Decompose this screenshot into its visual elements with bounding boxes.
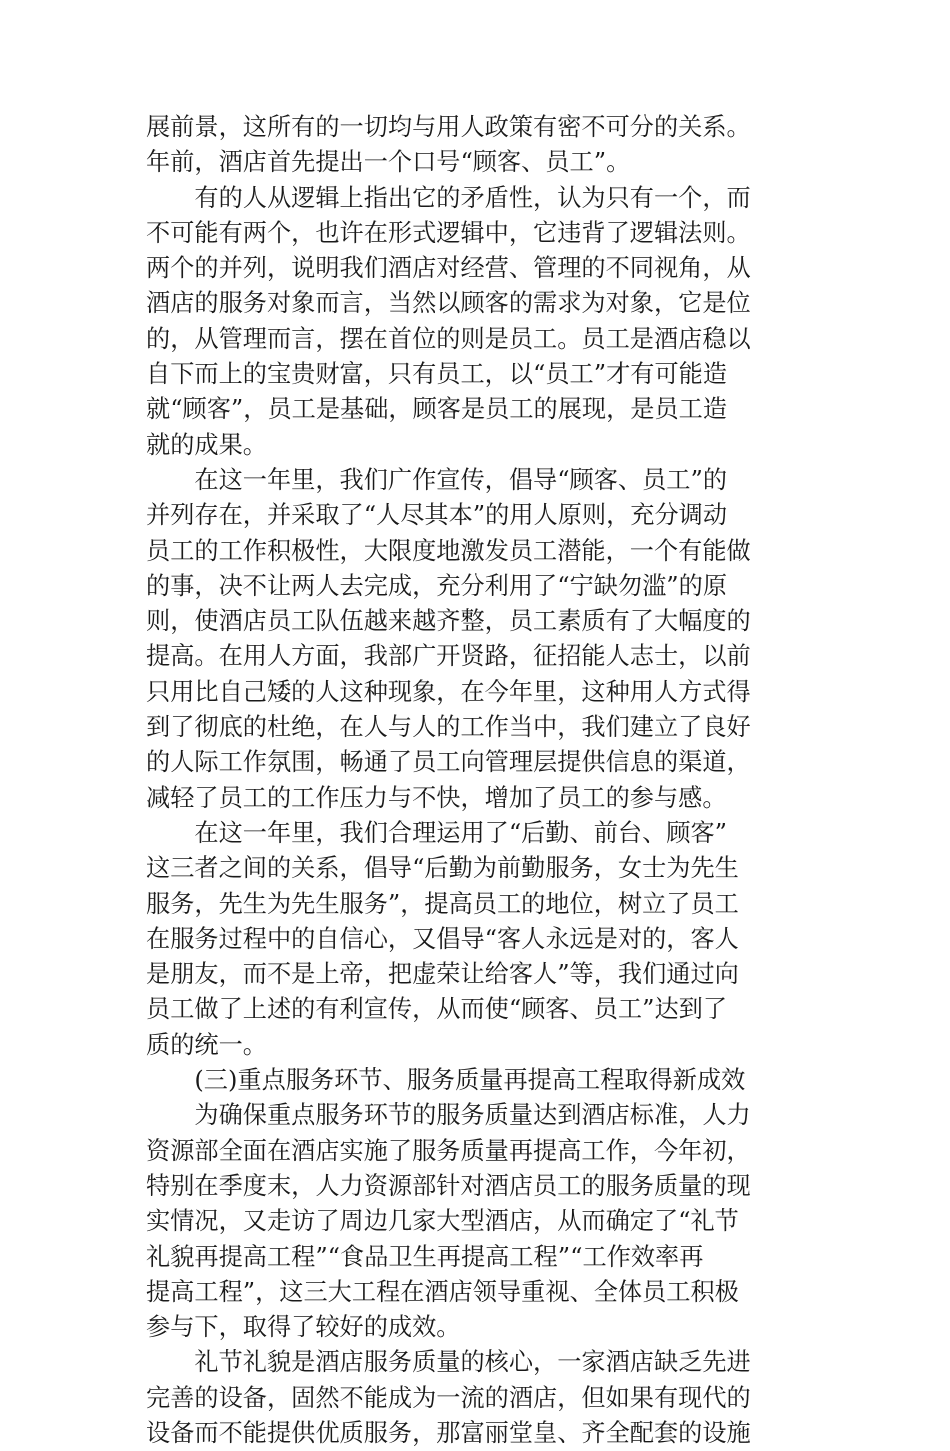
text-line: 不可能有两个，也许在形式逻辑中，它违背了逻辑法则。 [146, 218, 751, 247]
text-line: 提高工程”，这三大工程在酒店领导重视、全体员工积极 [146, 1277, 739, 1306]
text-line: 的人际工作氛围，畅通了员工向管理层提供信息的渠道， [146, 748, 751, 777]
text-line: 的，从管理而言，摆在首位的则是员工。员工是酒店稳以 [146, 324, 751, 353]
text-line: 礼貌再提高工程”“食品卫生再提高工程”“工作效率再 [146, 1242, 704, 1271]
text-line: 减轻了员工的工作压力与不快，增加了员工的参与感。 [146, 783, 727, 812]
text-line: 参与下，取得了较好的成效。 [146, 1313, 461, 1342]
text-line: 在这一年里，我们广作宣传，倡导“顾客、员工”的 [146, 465, 728, 494]
text-line: 质的统一。 [146, 1030, 267, 1059]
text-line: 则，使酒店员工队伍越来越齐整，员工素质有了大幅度的 [146, 607, 751, 636]
text-line: 完善的设备，固然不能成为一流的酒店，但如果有现代的 [146, 1383, 751, 1412]
text-line: 是朋友，而不是上帝，把虚荣让给客人”等，我们通过向 [146, 960, 739, 989]
text-line: 展前景，这所有的一切均与用人政策有密不可分的关系。 [146, 113, 751, 141]
text-line: 服务，先生为先生服务”，提高员工的地位，树立了员工 [146, 889, 739, 918]
text-line: 两个的并列，说明我们酒店对经营、管理的不同视角，从 [146, 254, 751, 283]
text-line: 的事，决不让两人去完成，充分利用了“宁缺勿滥”的原 [146, 571, 728, 600]
text-line: 自下而上的宝贵财富，只有员工，以“员工”才有可能造 [146, 360, 728, 389]
text-line: 为确保重点服务环节的服务质量达到酒店标准，人力 [146, 1101, 751, 1130]
text-line: 酒店的服务对象而言，当然以顾客的需求为对象，它是位 [146, 289, 751, 318]
text-line: 员工的工作积极性，大限度地激发员工潜能，一个有能做 [146, 536, 751, 565]
text-line: 在服务过程中的自信心，又倡导“客人永远是对的，客人 [146, 924, 739, 953]
text-line: 员工做了上述的有利宣传，从而使“顾客、员工”达到了 [146, 995, 728, 1024]
text-line: 并列存在，并采取了“人尽其本”的用人原则，充分调动 [146, 501, 728, 530]
text-line: 特别在季度末，人力资源部针对酒店员工的服务质量的现 [146, 1171, 751, 1200]
text-line: 就“顾客”，员工是基础，顾客是员工的展现，是员工造 [146, 395, 728, 424]
text-line: 有的人从逻辑上指出它的矛盾性，认为只有一个，而 [146, 183, 751, 212]
body-text [146, 110, 796, 1451]
text-line: 这三者之间的关系，倡导“后勤为前勤服务，女士为先生 [146, 854, 739, 883]
text-line: 提高。在用人方面，我部广开贤路，征招能人志士，以前 [146, 642, 751, 671]
text-line: 年前，酒店首先提出一个口号“顾客、员工”。 [146, 148, 631, 177]
text-line: 到了彻底的杜绝，在人与人的工作当中，我们建立了良好 [146, 713, 751, 742]
text-line: 只用比自己矮的人这种现象，在今年里，这种用人方式得 [146, 677, 751, 706]
text-line: 在这一年里，我们合理运用了“后勤、前台、顾客” [146, 818, 728, 847]
text-line: 就的成果。 [146, 430, 267, 459]
text-line: 资源部全面在酒店实施了服务质量再提高工作，今年初， [146, 1136, 751, 1165]
text-line: 礼节礼貌是酒店服务质量的核心，一家酒店缺乏先进 [146, 1348, 751, 1377]
text-line: 实情况，又走访了周边几家大型酒店，从而确定了“礼节 [146, 1207, 739, 1236]
text-line: 设备而不能提供优质服务，那富丽堂皇、齐全配套的设施 [146, 1418, 751, 1447]
section-heading: (三)重点服务环节、服务质量再提高工程取得新成效 [146, 1066, 746, 1095]
